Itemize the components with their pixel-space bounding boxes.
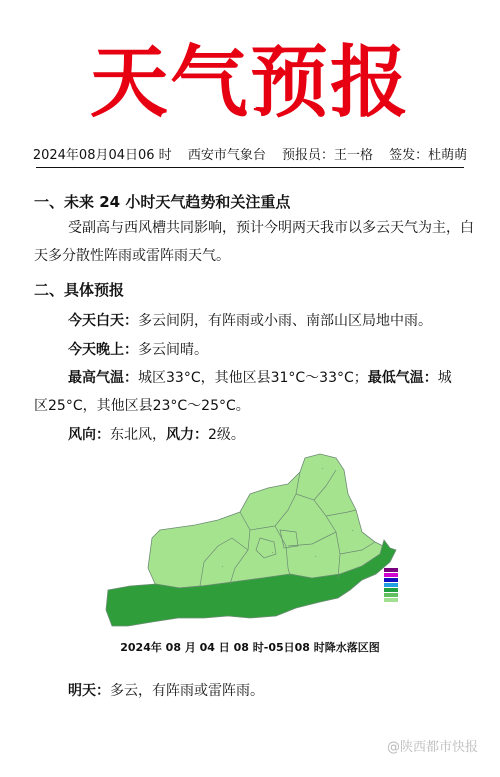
max-temp-text: 城区33°C，其他区县31°C～33°C； xyxy=(138,370,368,386)
max-temp-label: 最高气温： xyxy=(68,370,138,386)
issuing-agency: 西安市气象台 xyxy=(187,148,266,163)
section1-body: 受副高与西风槽共同影响，预计今明两天我市以多云天气为主，白天多分散性阵雨或雷阵雨天气。 xyxy=(34,220,474,264)
svg-text:·: · xyxy=(222,564,224,570)
section1-heading: 一、未来 24 小时天气趋势和关注重点 xyxy=(34,193,291,211)
tomorrow-label: 明天： xyxy=(68,683,110,699)
today-day-text: 多云间阴，有阵雨或小雨、南部山区局地中雨。 xyxy=(138,313,432,329)
legend-swatch-6 xyxy=(384,593,398,597)
page-title: 天气预报 xyxy=(89,38,410,128)
svg-text:·: · xyxy=(322,466,324,472)
wind-dir-text: 东北风， xyxy=(110,427,166,443)
wind-force-text: 2级。 xyxy=(208,427,245,443)
map-caption: 2024年 08 月 04 日 08 时-05日08 时降水落区图 xyxy=(120,641,380,654)
legend-swatch-2 xyxy=(384,573,398,577)
tomorrow-text: 多云，有阵雨或雷阵雨。 xyxy=(110,683,264,699)
min-temp-label: 最低气温： xyxy=(367,370,438,386)
header-divider xyxy=(36,167,464,168)
wind-dir-label: 风向： xyxy=(68,427,110,443)
legend-swatch-4 xyxy=(384,583,398,587)
watermark: @陕西都市快报 xyxy=(386,740,478,755)
tonight-text: 多云间晴。 xyxy=(138,342,208,358)
temperature-forecast xyxy=(68,367,452,387)
issue-date: 2024年08月04日06 时 xyxy=(32,148,172,163)
today-day-forecast xyxy=(68,310,432,330)
today-day-label: 今天白天： xyxy=(68,313,138,329)
legend-swatch-7 xyxy=(384,598,398,602)
svg-text:·: · xyxy=(315,554,317,560)
map-light-rain-area xyxy=(148,454,383,588)
forecaster: 预报员：王一格 xyxy=(281,148,373,163)
legend-swatch-5 xyxy=(384,588,398,592)
wind-force-label: 风力： xyxy=(166,427,208,443)
min-temp-continued: 区25°C，其他区县23°C～25°C。 xyxy=(34,398,250,414)
issuer: 签发：杜萌萌 xyxy=(389,148,468,163)
precipitation-map xyxy=(100,450,410,630)
min-temp-text-1: 城 xyxy=(437,370,452,386)
tomorrow-forecast xyxy=(68,680,264,700)
section2-heading: 二、具体预报 xyxy=(34,281,125,299)
svg-text:·: · xyxy=(352,528,354,534)
legend-swatch-1 xyxy=(384,568,398,572)
tonight-forecast xyxy=(68,339,208,359)
svg-text:·: · xyxy=(272,550,274,556)
legend-swatch-3 xyxy=(384,578,398,582)
tonight-label: 今天晚上： xyxy=(68,342,138,358)
issue-info xyxy=(0,144,500,163)
wind-forecast xyxy=(68,424,245,444)
